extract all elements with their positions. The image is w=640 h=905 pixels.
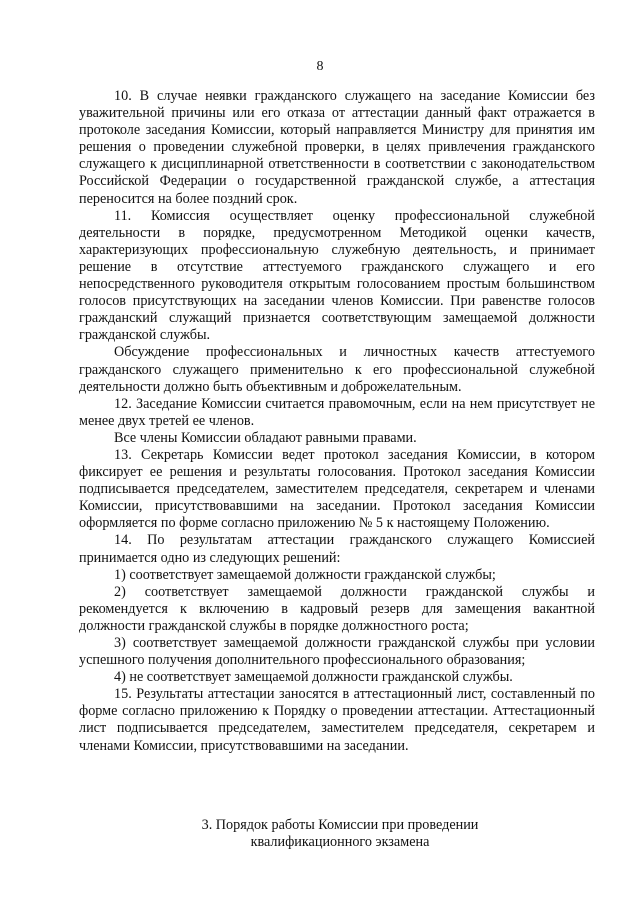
decision-item-1: 1) соответствует замещаемой должности гражданской службы; [114,566,496,583]
decision-item-2: 2) соответствует замещаемой должности гражданской службы и рекомендуется к включению в кадровый резерв для замещения вакантной должности гражданской службы в порядке должностного роста; [79,583,595,634]
section-heading-line-2: квалификационного экзамена [250,834,430,851]
paragraph-14-decisions: 14. По результатам аттестации гражданского служащего Комиссией принимается одно из следующих решений: [79,532,595,566]
decision-item-4: 4) не соответствует замещаемой должности гражданской службы. [114,669,513,686]
paragraph-12-quorum: 12. Заседание Комиссии считается правомочным, если на нем присутствует не менее двух третей ее членов. [79,395,595,429]
page-number: 8 [316,59,324,74]
paragraph-11-assessment: 11. Комиссия осуществляет оценку профессиональной служебной деятельности в порядке, предусмотренном Методикой оценки качеств, характеризующих профессиональную служебную деятельность, и принимает решение в отсутствие аттестуемого гражданского служащего и его непосредственного руководителя открытым голосованием простым большинством голосов присутствующих на заседании членов Комиссии. При равенстве голосов гражданский служащий признается соответствующим замещаемой должности гражданской службы. [79,207,595,344]
document-body [79,88,595,755]
paragraph-discussion: Обсуждение профессиональных и личностных качеств аттестуемого гражданского служащего применительно к его профессиональной служебной деятельности должно быть объективным и доброжелательным. [79,344,595,395]
paragraph-equal-rights: Все члены Комиссии обладают равными правами. [114,429,417,446]
paragraph-10-absence: 10. В случае неявки гражданского служащего на заседание Комиссии без уважительной причины или его отказа от аттестации данный факт отражается в протоколе заседания Комиссии, который направляется Министру для принятия им решения о проведении служебной проверки, в целях привлечения гражданского служащего к дисциплинарной ответственности в соответствии с законодательством Российской Федерации о государственной гражданской службе, а аттестация переносится на более поздний срок. [79,88,595,207]
section-heading [100,817,580,851]
section-heading-line-1: 3. Порядок работы Комиссии при проведении [201,817,479,833]
paragraph-13-protocol: 13. Секретарь Комиссии ведет протокол заседания Комиссии, в котором фиксирует ее решения и результаты голосования. Протокол заседания Комиссии подписывается председателем, заместителем председателя, секретарем и членами Комиссии, присутствовавшими на заседании. Протокол заседания Комиссии оформляется по форме согласно приложению № 5 к настоящему Положению. [79,446,595,532]
paragraph-15-attestation-sheet: 15. Результаты аттестации заносятся в аттестационный лист, составленный по форме согласно приложению к Порядку о проведении аттестации. Аттестационный лист подписывается председателем, заместителем председателя, секретарем и членами Комиссии, присутствовавшими на заседании. [79,686,595,754]
decision-item-3: 3) соответствует замещаемой должности гражданской службы при условии успешного получения дополнительного профессионального образования; [79,635,595,669]
